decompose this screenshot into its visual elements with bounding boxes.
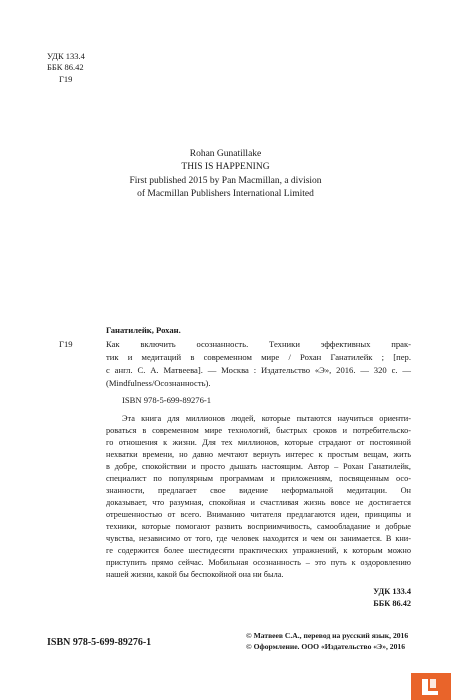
bbk-code: ББК 86.42 [47, 62, 84, 72]
abstract-bbk: ББК 86.42 [373, 599, 411, 608]
abstract-line: го отношения к жизни. Для тех миллионов, которые страдают от постоянной [106, 438, 411, 447]
litres-logo-icon [411, 673, 451, 700]
abstract-line: приступить прямо сейчас. Мобильная осознанность – это путь к оздоровлению [106, 558, 411, 567]
abstract-udk: УДК 133.4 [373, 587, 411, 596]
record-heading: Ганатилейк, Рохан. [106, 325, 181, 335]
publisher-line-2: of Macmillan Publishers International Limited [137, 189, 314, 199]
abstract-line: Эта книга для миллионов людей, которые пытаются научиться ориенти- [122, 414, 411, 423]
footer-isbn: ISBN 978-5-699-89276-1 [47, 637, 152, 648]
abstract-line: техники, которые помогают развить восприимчивость, самообладание и добрые [106, 522, 411, 531]
copyright-design: © Оформление. ООО «Издательство «Э», 2016 [246, 642, 405, 651]
abstract-line: в добре, спокойствии и просто дышать настоящим. Автор – Рохан Ганатилейк, [106, 462, 411, 471]
record-description-line-1: Как включить осознанность. Техники эффективных прак- [106, 339, 411, 349]
original-title: THIS IS HAPPENING [181, 162, 270, 172]
abstract-line: ге содержится более шестидесяти практических упражнений, к которым можно [106, 546, 411, 555]
record-isbn: ISBN 978-5-699-89276-1 [122, 395, 212, 405]
abstract-line: знанности, предлагает свое видение неформальной медитации. Он [106, 486, 411, 495]
record-description-line-3: с англ. С. А. Матвеева]. — Москва : Издательство «Э», 2016. — 320 с. — [106, 365, 411, 375]
abstract-line: роваться в современном мире технологий, быстрых сроков и потребительско- [106, 426, 411, 435]
udk-code: УДК 133.4 [47, 51, 85, 61]
abstract-line: доказывает, что разумная, спокойная и счастливая жизнь вовсе не достигается [106, 498, 411, 507]
abstract-line: отрешенностью от всего. Вниманию читателя предлагаются идеи, принципы и [106, 510, 411, 519]
copyright-translation: © Матвеев С.А., перевод на русский язык, 2016 [246, 631, 409, 640]
original-author: Rohan Gunatillake [189, 149, 262, 159]
abstract-line: специалист по популярным программам и приложениям, посвященным осо- [106, 474, 411, 483]
publisher-line-1: First published 2015 by Pan Macmillan, a division [129, 176, 322, 186]
abstract-line: нехватки времени, но давно мечтают вернуть интерес к простым вещам, жить [106, 450, 411, 459]
abstract-line: чувства, независимо от того, где человек находится и чем он занимается. В кни- [106, 534, 411, 543]
abstract-line: нашей жизни, какой бы беспокойной она ни была. [106, 570, 284, 579]
record-description-line-4: (Mindfulness/Осознанность). [106, 378, 211, 388]
litres-logo-glyph [411, 673, 451, 700]
record-description-line-2: тик и медитаций в современном мире / Рохан Ганатилейк ; [пер. [106, 352, 411, 362]
author-mark: Г19 [59, 74, 73, 84]
record-author-mark: Г19 [59, 339, 73, 349]
